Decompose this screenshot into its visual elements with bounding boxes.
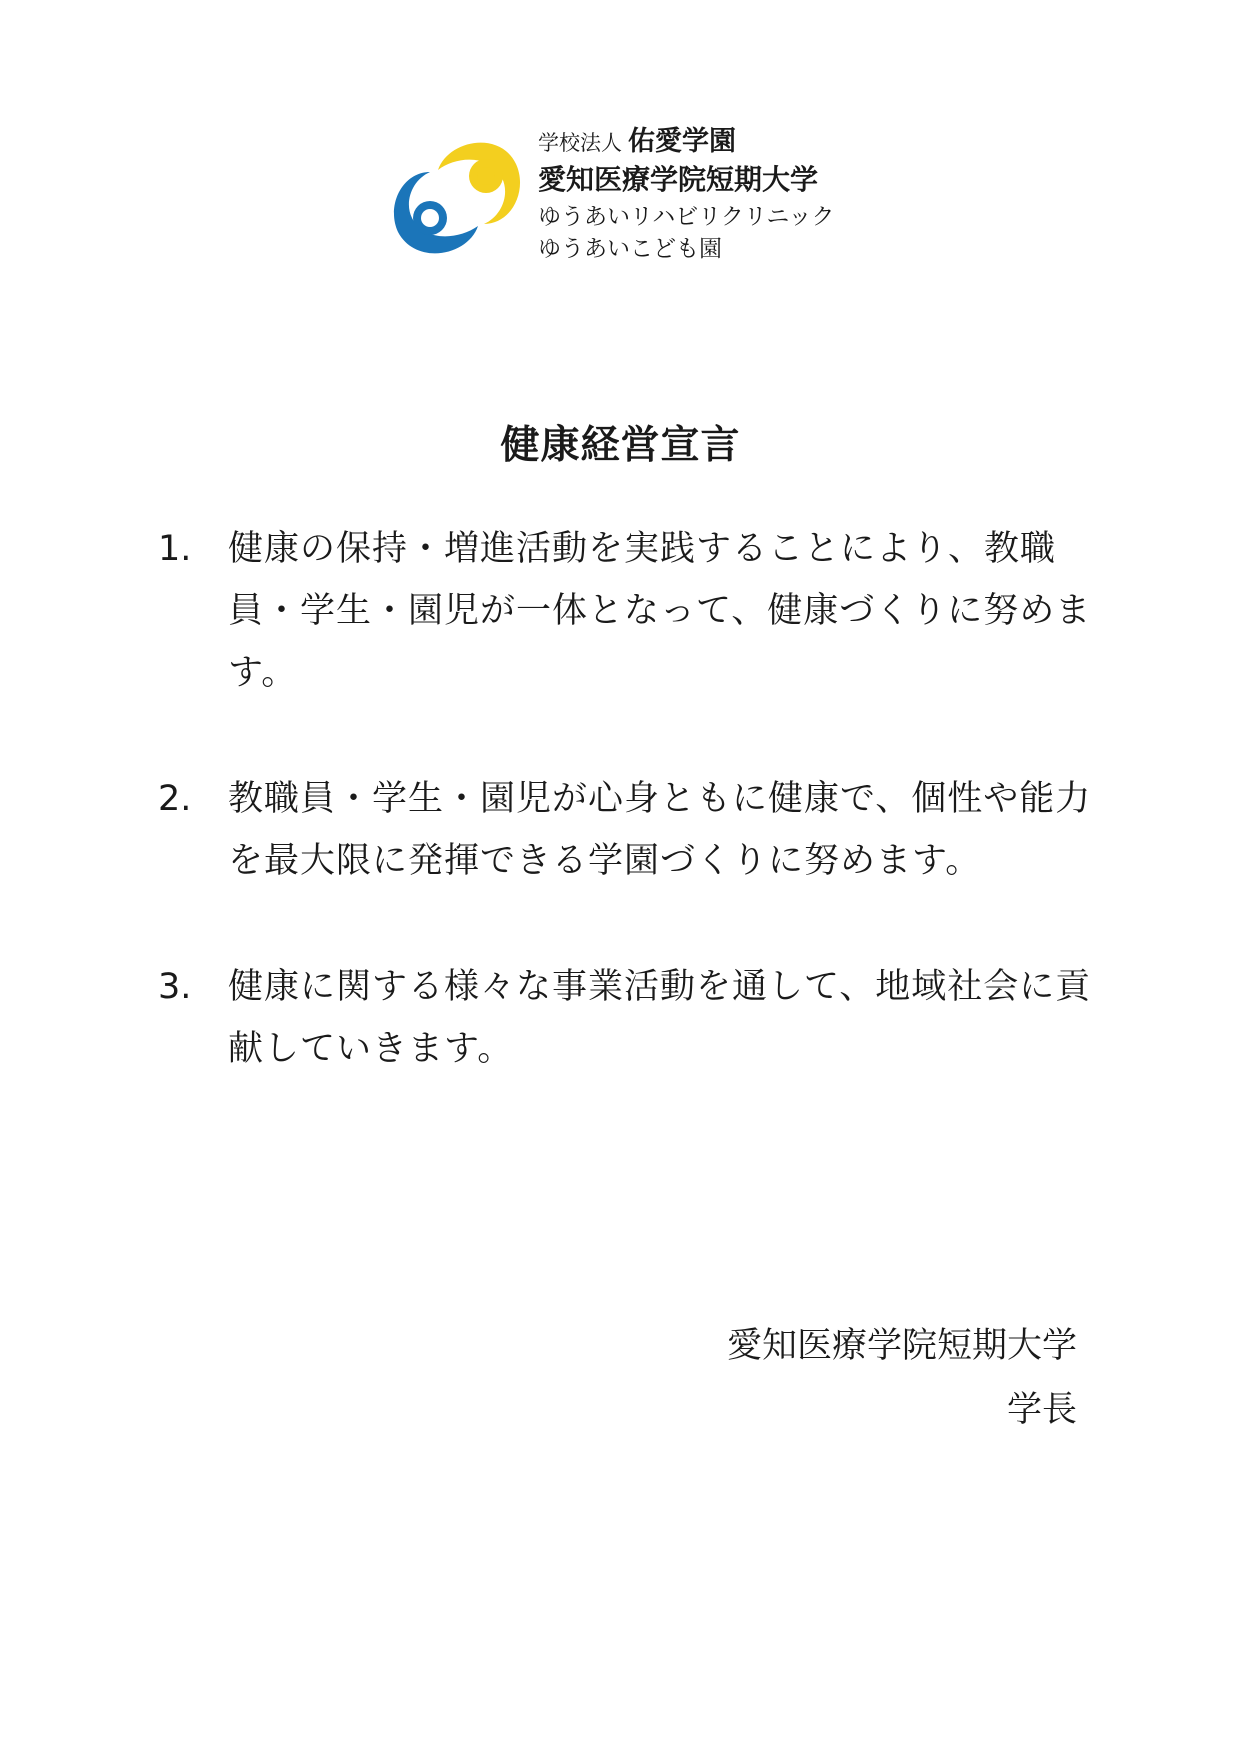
kindergarten-name: ゆうあいこども園: [538, 236, 722, 262]
signature-organization: 愛知医療学院短期大学: [726, 1326, 1077, 1366]
college-name: 愛知医療学院短期大学: [538, 163, 819, 196]
declaration-item: [158, 768, 1098, 892]
item-text: 健康に関する様々な事業活動を通して、地域社会に貢献していきます。: [228, 967, 1092, 1069]
item-text: 教職員・学生・園児が心身ともに健康で、個性や能力を最大限に発揮できる学園づくりに努めます。: [228, 779, 1092, 881]
institution-logo: [390, 128, 870, 268]
item-text: 健康の保持・増進活動を実践することにより、教職員・学生・園児が一体となって、健康づくりに努めます。: [228, 529, 1092, 693]
declaration-item: [158, 956, 1098, 1080]
declaration-list: [158, 518, 1098, 1144]
signature-role: 学長: [1006, 1390, 1077, 1430]
yuai-logo-icon: [390, 134, 522, 260]
corporation-prefix: 学校法人: [538, 131, 622, 155]
declaration-item: [158, 518, 1098, 704]
corporation-title: 佑愛学園: [628, 126, 736, 157]
item-number: 2.: [158, 779, 192, 819]
signature-block: [727, 1314, 1077, 1442]
corporation-name: [538, 128, 868, 166]
item-number: 3.: [158, 967, 192, 1007]
logo-text-block: [538, 128, 868, 268]
clinic-name: ゆうあいリハビリクリニック: [538, 204, 835, 230]
document-title: 健康経営宣言: [500, 423, 741, 468]
item-number: 1.: [158, 529, 192, 569]
